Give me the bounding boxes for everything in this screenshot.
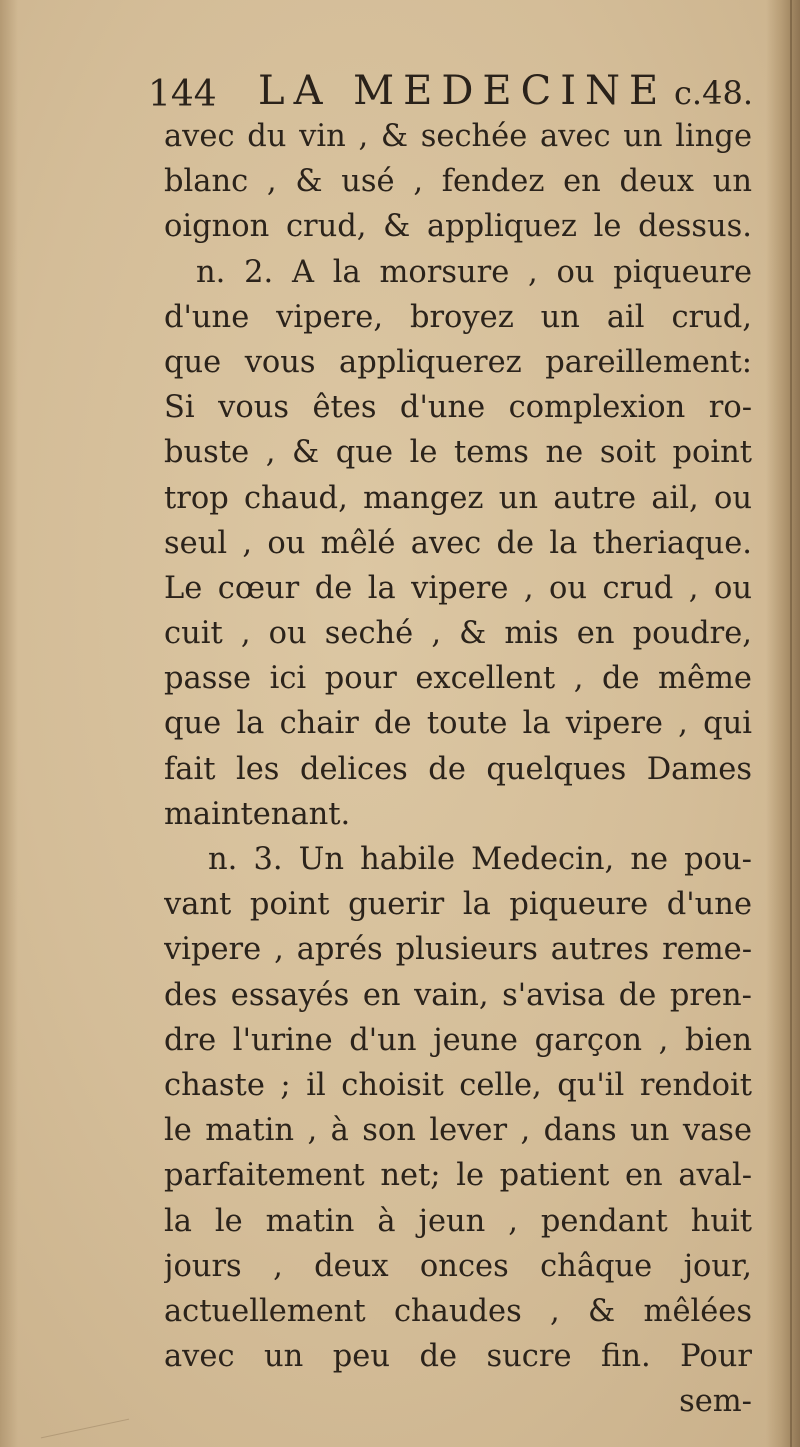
running-header — [148, 66, 753, 116]
text-line: chaste ; il choisit celle, qu'il rendoit — [164, 1067, 752, 1103]
text-line: Le cœur de la vipere , ou crud , ou — [164, 570, 752, 606]
text-line: que vous appliquerez pareillement: — [164, 344, 752, 380]
body-text — [164, 114, 752, 1424]
text-line: vant point guerir la piqueure d'une — [164, 887, 752, 923]
text-line: jours , deux onces châque jour, — [164, 1248, 752, 1284]
text-line: n. 2. A la morsure , ou piqueure — [196, 254, 752, 290]
text-line: maintenant. — [164, 796, 351, 832]
page-left-shadow — [0, 0, 18, 1447]
page-gutter-shadow — [766, 0, 800, 1447]
text-line: fait les delices de quelques Dames — [164, 751, 752, 787]
text-line: le matin , à son lever , dans un vase — [164, 1113, 752, 1149]
text-line: trop chaud, mangez un autre ail, ou — [164, 480, 752, 516]
text-line: des essayés en vain, s'avisa de pren- — [164, 977, 752, 1013]
text-line: d'une vipere, broyez un ail crud, — [164, 299, 752, 335]
text-line: dre l'urine d'un jeune garçon , bien — [164, 1022, 752, 1058]
text-line: cuit , ou seché , & mis en poudre, — [164, 616, 752, 652]
text-line: parfaitement net; le patient en aval- — [164, 1158, 752, 1194]
catchword: sem- — [679, 1384, 752, 1420]
text-line: actuellement chaudes , & mêlées — [164, 1293, 752, 1329]
text-line: avec du vin , & sechée avec un linge — [164, 119, 752, 154]
text-line: la le matin à jeun , pendant huit — [164, 1203, 752, 1239]
text-line: vipere , aprés plusieurs autres reme- — [164, 932, 752, 968]
page-number: 144 — [148, 74, 217, 115]
text-line: passe ici pour excellent , de même — [164, 661, 752, 697]
pencil-mark — [41, 1419, 129, 1439]
page-edge — [790, 0, 792, 1447]
text-line: buste , & que le tems ne soit point — [164, 435, 752, 471]
text-line: blanc , & usé , fendez en deux un — [164, 164, 752, 200]
text-line: seul , ou mêlé avec de la theriaque. — [164, 525, 752, 561]
text-line: n. 3. Un habile Medecin, ne pou- — [208, 842, 752, 877]
text-line: avec un peu de sucre fin. Pour — [164, 1339, 752, 1375]
running-title: LA MEDECINE — [258, 68, 668, 114]
text-line: oignon crud, & appliquez le dessus. — [164, 209, 752, 245]
text-line: Si vous êtes d'une complexion ro- — [164, 390, 752, 426]
text-line: que la chair de toute la vipere , qui — [164, 706, 752, 742]
chapter-reference: c.48. — [674, 74, 753, 112]
